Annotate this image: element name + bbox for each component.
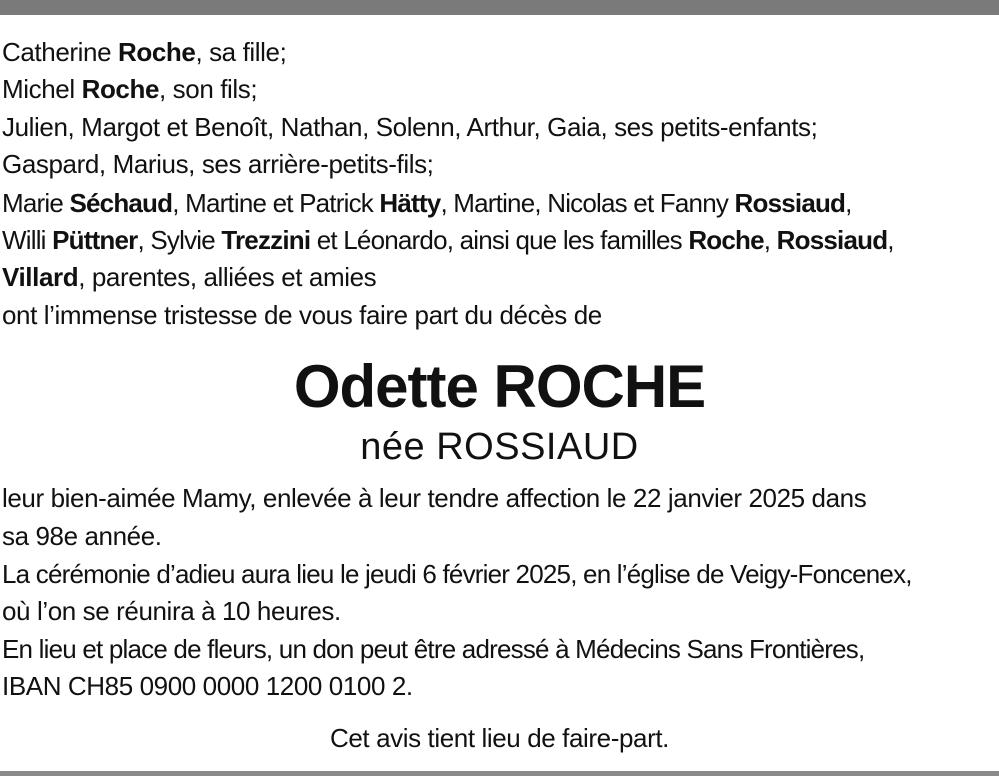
surname: Roche bbox=[688, 225, 764, 255]
text-segment: , Sylvie bbox=[137, 225, 215, 255]
surname: Séchaud bbox=[69, 188, 173, 218]
surname: Rossiaud bbox=[734, 188, 846, 218]
body-line-4: où l’on se réunira à 10 heures. bbox=[2, 596, 341, 626]
body-line-3: La cérémonie d’adieu aura lieu le jeudi 6 février 2025, en l’église de Veigy-Foncenex, bbox=[2, 559, 912, 589]
body-line-1: leur bien-aimée Mamy, enlevée à leur tendre affection le 22 janvier 2025 dans bbox=[2, 483, 867, 513]
mourner-line-1 bbox=[2, 34, 998, 71]
mourner-line-7 bbox=[2, 259, 998, 296]
relation-text: , sa fille; bbox=[195, 37, 287, 67]
first-name: Catherine bbox=[2, 37, 112, 67]
top-rule bbox=[0, 0, 999, 15]
body-line-5: En lieu et place de fleurs, un don peut être adressé à Médecins Sans Frontières, bbox=[2, 634, 865, 664]
surname: Hätty bbox=[379, 188, 441, 218]
bottom-rule bbox=[0, 771, 999, 776]
surname: Roche bbox=[117, 37, 196, 67]
mourner-line-5 bbox=[2, 185, 998, 222]
text-segment: , bbox=[887, 225, 894, 255]
mourner-line-4: Gaspard, Marius, ses arrière-petits-fils; bbox=[2, 149, 434, 179]
text-segment: et Léonardo, ainsi que les familles bbox=[316, 225, 682, 255]
deceased-name: Odette ROCHE bbox=[293, 353, 706, 420]
surname: Roche bbox=[81, 74, 160, 104]
text-segment: , bbox=[845, 188, 852, 218]
closing-note: Cet avis tient lieu de faire-part. bbox=[329, 723, 669, 753]
mourner-line-3: Julien, Margot et Benoît, Nathan, Solenn, Arthur, Gaia, ses petits-enfants; bbox=[2, 112, 818, 142]
surname: Püttner bbox=[52, 225, 138, 255]
text-segment: Marie bbox=[2, 188, 64, 218]
text-segment: , Martine et Patrick bbox=[172, 188, 373, 218]
body-line-6: IBAN CH85 0900 0000 1200 0100 2. bbox=[2, 671, 413, 701]
mourner-line-2 bbox=[2, 71, 998, 108]
text-segment: , bbox=[763, 225, 771, 255]
text-segment: , parentes, alliées et amies bbox=[78, 262, 377, 292]
surname: Villard bbox=[2, 262, 79, 292]
relation-text: , son fils; bbox=[159, 74, 258, 104]
body-line-2: sa 98e année. bbox=[2, 521, 162, 551]
mourner-line-6 bbox=[2, 222, 998, 259]
deceased-birth-name: née ROSSIAUD bbox=[360, 426, 639, 468]
surname: Rossiaud bbox=[776, 225, 888, 255]
announcement-line: ont l’immense tristesse de vous faire part du décès de bbox=[2, 300, 602, 330]
first-name: Michel bbox=[2, 74, 75, 104]
text-segment: Willi bbox=[2, 225, 46, 255]
surname: Trezzini bbox=[221, 225, 311, 255]
text-segment: , Martine, Nicolas et Fanny bbox=[440, 188, 729, 218]
